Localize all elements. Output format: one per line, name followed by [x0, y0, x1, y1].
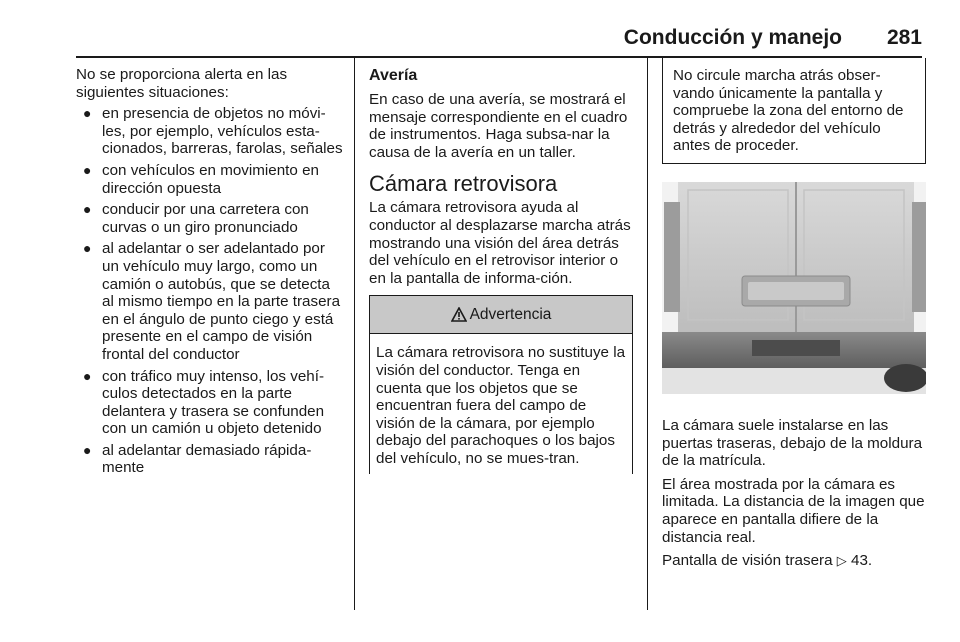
- camera-location-text: La cámara suele instalarse en las puertas traseras, debajo de la moldura de la matrícula.: [662, 416, 923, 470]
- list-item: ● en presencia de objetos no móvi-les, por ejemplo, vehículos esta-cionados, barreras, farolas, señales: [83, 105, 343, 158]
- page-header: [0, 26, 960, 56]
- camera-heading: Cámara retrovisora: [369, 171, 558, 197]
- camera-text: La cámara retrovisora ayuda al conductor al desplazarse marcha atrás mostrando una visión del área detrás del vehículo en el retrovisor interior o en la pantalla de informa-ción.: [369, 199, 631, 287]
- list-item: ● conducir por una carretera con curvas o un giro pronunciado: [83, 201, 309, 236]
- column-divider-2: [647, 58, 648, 610]
- bullet-list: [76, 105, 344, 477]
- note-box: No circule marcha atrás obser-vando únicamente la pantalla y compruebe la zona del entorno de detrás y alrededor del vehículo antes de proceder.: [662, 58, 926, 164]
- column-left: [76, 66, 344, 481]
- bullet-icon: ●: [83, 240, 92, 257]
- bullet-icon: ●: [83, 105, 92, 122]
- warning-triangle-icon: [451, 307, 467, 322]
- page-number: 281: [886, 26, 922, 49]
- warning-header: [370, 296, 632, 334]
- column-middle: [369, 66, 633, 480]
- bullet-icon: ●: [83, 441, 92, 458]
- averia-text: En caso de una avería, se mostrará el mensaje correspondiente en el cuadro de instrumentos. Haga subsa-nar la causa de la avería en un taller.: [369, 91, 628, 161]
- list-item: ● al adelantar demasiado rápida-mente: [83, 441, 312, 477]
- list-item: ● al adelantar o ser adelantado por un vehículo muy largo, como un camión o autobús, que se detecta al mismo tiempo en la parte trasera en el ángulo de punto ciego y está presente en el campo de visión frontal del conductor: [83, 240, 341, 363]
- averia-heading: Avería: [369, 67, 418, 84]
- list-item: ● con vehículos en movimiento en dirección opuesta: [83, 161, 319, 197]
- bullet-icon: ●: [83, 367, 92, 384]
- warning-label: Advertencia: [469, 305, 552, 323]
- rear-camera-photo: [662, 182, 926, 394]
- warning-text: La cámara retrovisora no sustituye la visión del conductor. Tenga en cuenta que los objetos que se encuentran fuera del campo de visión de la cámara, por ejemplo debajo del parachoques o los bajos del vehículo, no se mues-tran.: [376, 344, 626, 467]
- warning-box: [369, 295, 633, 473]
- section-title: Conducción y manejo: [623, 26, 842, 49]
- bullet-icon: ●: [83, 161, 92, 178]
- column-divider-1: [354, 58, 355, 610]
- list-item: ● con tráfico muy intenso, los vehí-culos detectados en la parte delantera y trasera se confunden con un camión u objeto detenido: [83, 367, 325, 438]
- column-right: [662, 58, 926, 576]
- bullet-icon: ●: [83, 201, 92, 218]
- camera-area-text: El área mostrada por la cámara es limitada. La distancia de la imagen que aparece en pantalla difiere de la distancia real.: [662, 475, 925, 546]
- page-ref-icon[interactable]: ▷: [836, 553, 847, 569]
- intro-text: No se proporciona alerta en las siguientes situaciones:: [76, 66, 288, 101]
- rear-view-display-ref: Pantalla de visión trasera ▷ 43.: [662, 552, 873, 570]
- page-ref-link[interactable]: 43.: [851, 552, 873, 570]
